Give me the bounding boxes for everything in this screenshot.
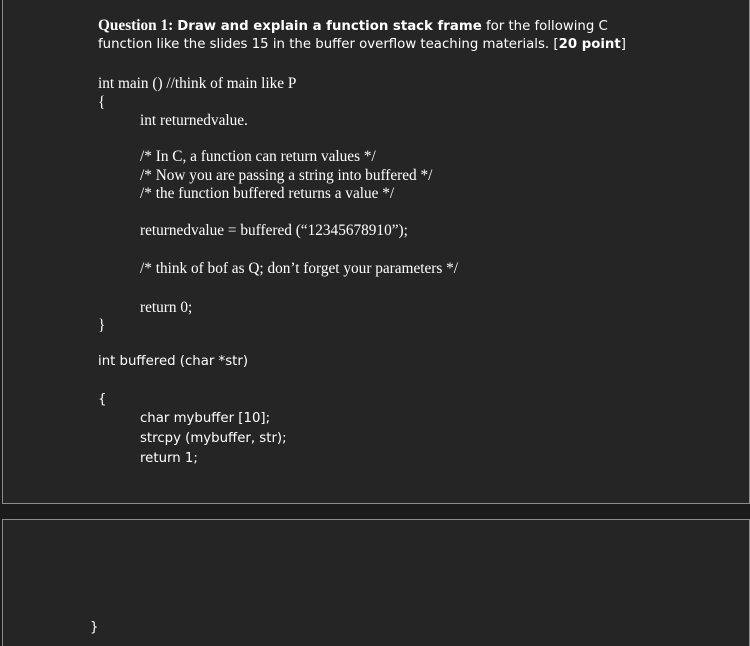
question-number: Question 1: bbox=[98, 17, 174, 34]
main-comment-2: /* Now you are passing a string into buffered */ bbox=[140, 167, 433, 184]
main-return: return 0; bbox=[140, 299, 193, 316]
buffered-copy: strcpy (mybuffer, str); bbox=[140, 431, 287, 446]
main-comment-3: /* the function buffered returns a value */ bbox=[140, 185, 395, 202]
stray-close-brace: } bbox=[90, 620, 99, 635]
answer-panel[interactable] bbox=[2, 519, 750, 646]
main-comment-4: /* think of bof as Q; don’t forget your parameters */ bbox=[140, 260, 459, 277]
points-label: 20 point bbox=[558, 37, 621, 52]
question-instruction-bold: Draw and explain a function stack frame bbox=[177, 19, 482, 34]
buffered-signature: int buffered (char *str) bbox=[98, 354, 249, 369]
question-line-2 bbox=[98, 37, 626, 52]
main-signature: int main () //think of main like P bbox=[98, 75, 297, 92]
main-assignment: returnedvalue = buffered (“12345678910”); bbox=[140, 222, 408, 239]
question-line-1 bbox=[98, 17, 608, 35]
question-line-2-close: ] bbox=[620, 37, 626, 52]
question-instruction-rest: for the following C bbox=[481, 19, 608, 34]
buffered-decl: char mybuffer [10]; bbox=[140, 411, 271, 426]
question-panel bbox=[2, 0, 750, 504]
main-close-brace: } bbox=[98, 317, 106, 334]
main-declaration: int returnedvalue. bbox=[140, 112, 248, 129]
buffered-return: return 1; bbox=[140, 451, 198, 466]
question-line-2-text: function like the slides 15 in the buffer overflow teaching materials. [ bbox=[98, 37, 559, 52]
buffered-open-brace: { bbox=[98, 392, 107, 407]
main-comment-1: /* In C, a function can return values */ bbox=[140, 148, 376, 165]
main-open-brace: { bbox=[98, 94, 106, 111]
